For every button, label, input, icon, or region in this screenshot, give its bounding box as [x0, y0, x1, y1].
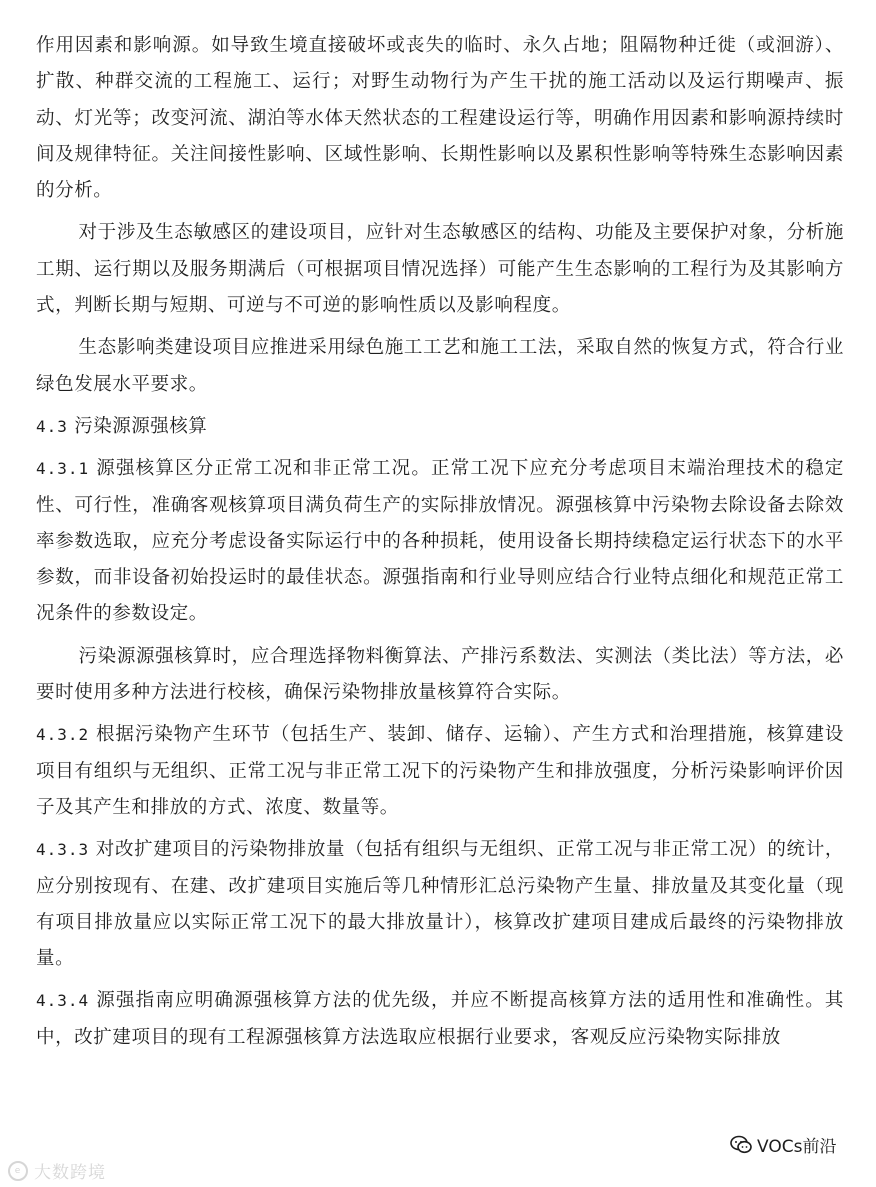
watermark-right-text: VOCs前沿 [757, 1137, 837, 1157]
watermark-right [727, 1132, 838, 1157]
paragraph-1: 作用因素和影响源。如导致生境直接破坏或丧失的临时、永久占地；阻隔物种迁徙（或洄游）、扩散、种群交流的工程施工、运行；对野生动物行为产生干扰的施工活动以及运行期噪声、振动、灯光等；改变河流、湖泊等水体天然状态的工程建设运行等，明确作用因素和影响源持续时间及规律特征。关注间接性影响、区域性影响、长期性影响以及累积性影响等特殊生态影响因素的分析。 [36, 35, 844, 202]
clause-text: 对改扩建项目的污染物排放量（包括有组织与无组织、正常工况与非正常工况）的统计，应分别按现有、在建、改扩建项目实施后等几种情形汇总污染物产生量、排放量及其变化量（现有项目排放量应以实际正常工况下的最大排放量计），核算改扩建项目建成后最终的污染物排放量。 [36, 839, 845, 970]
clause-number: 4.3.4 [36, 991, 90, 1011]
paragraph-4-3-1-b: 污染源源强核算时，应合理选择物料衡算法、产排污系数法、实测法（类比法）等方法，必要时使用多种方法进行校核，确保污染物排放量核算符合实际。 [36, 645, 844, 704]
paragraph-3: 生态影响类建设项目应推进采用绿色施工工艺和施工工法，采取自然的恢复方式，符合行业绿色发展水平要求。 [36, 337, 844, 395]
wechat-icon [729, 1135, 753, 1155]
clause-number: 4.3.2 [36, 725, 90, 745]
section-number: 4.3 [36, 416, 68, 436]
clause-4-3-4 [36, 983, 844, 1056]
clause-number: 4.3.1 [36, 459, 90, 479]
clause-4-3-3 [36, 832, 844, 977]
watermark-left [8, 1158, 106, 1183]
clause-text: 源强指南应明确源强核算方法的优先级，并应不断提高核算方法的适用性和准确性。其中，改扩建项目的现有工程源强核算方法选取应根据行业要求，客观反应污染物实际排放 [36, 990, 844, 1048]
section-title: 污染源源强核算 [74, 415, 208, 437]
clause-4-3-1 [36, 451, 844, 632]
clause-text: 根据污染物产生环节（包括生产、装卸、储存、运输）、产生方式和治理措施，核算建设项目有组织与无组织、正常工况与非正常工况下的污染物产生和排放强度，分析污染影响评价因子及其产生和排放的方式、浓度、数量等。 [36, 724, 844, 818]
clause-text: 源强核算区分正常工况和非正常工况。正常工况下应充分考虑项目末端治理技术的稳定性、可行性，准确客观核算项目满负荷生产的实际排放情况。源强核算中污染物去除设备去除效率参数选取，应充分考虑设备实际运行中的各种损耗，使用设备长期持续稳定运行状态下的水平参数，而非设备初始投运时的最佳状态。源强指南和行业导则应结合行业特点细化和规范正常工况条件的参数设定。 [36, 458, 844, 625]
clause-number: 4.3.3 [36, 840, 90, 860]
section-heading [36, 409, 844, 445]
paragraph-2: 对于涉及生态敏感区的建设项目，应针对生态敏感区的结构、功能及主要保护对象，分析施工期、运行期以及服务期满后（可根据项目情况选择）可能产生生态影响的工程行为及其影响方式，判断长期与短期、可逆与不可逆的影响性质以及影响程度。 [36, 222, 844, 317]
weibo-icon: e [8, 1161, 28, 1181]
watermark-left-text: 大数跨境 [34, 1163, 106, 1183]
clause-4-3-2 [36, 717, 844, 826]
document-page [36, 28, 844, 1056]
